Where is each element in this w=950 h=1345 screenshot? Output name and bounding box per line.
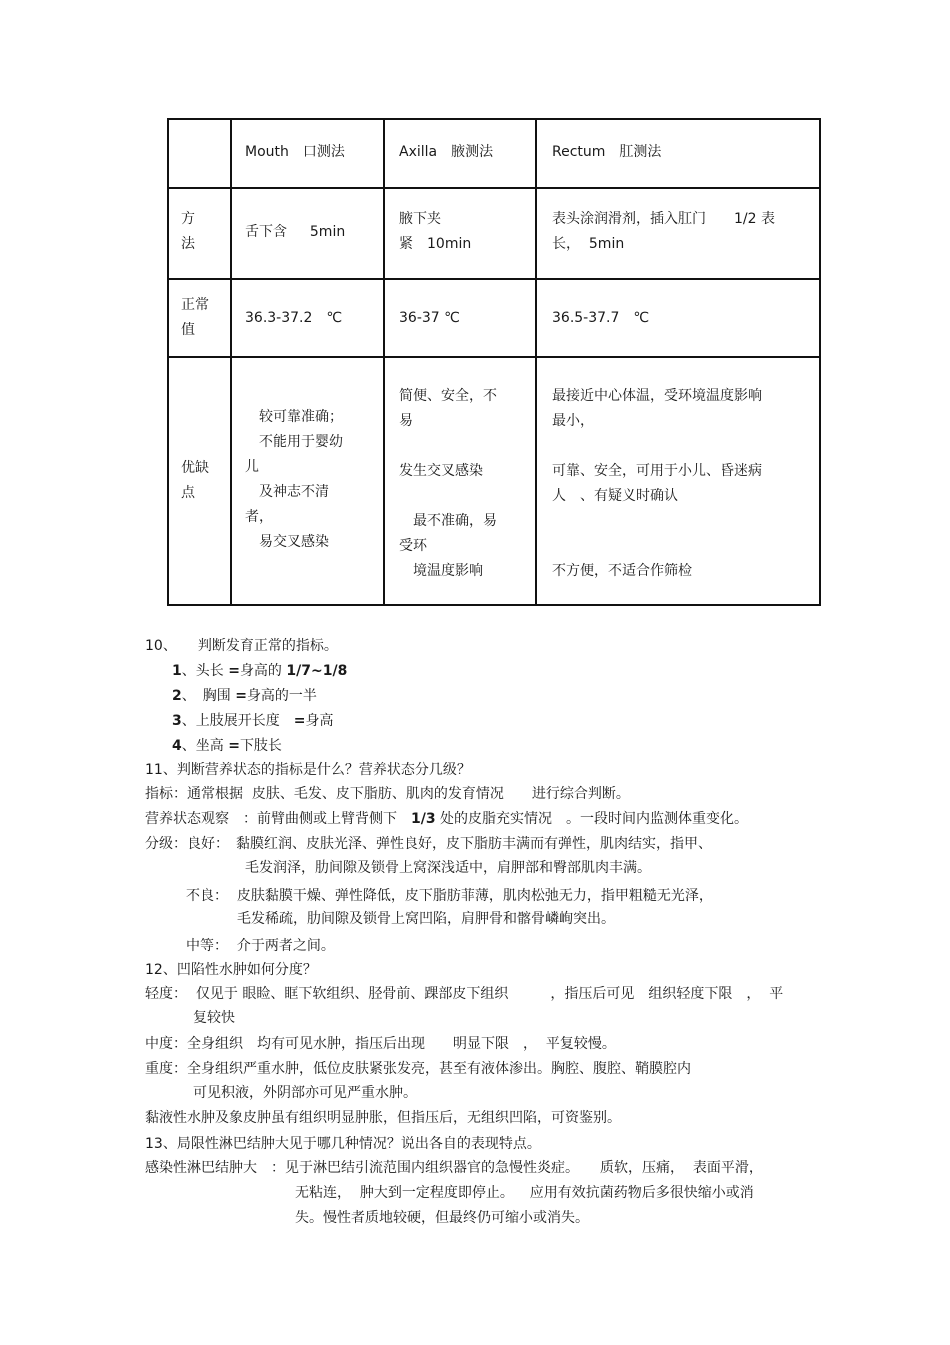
q13-line: 感染性淋巴结肿大 ：见于淋巴结引流范围内组织器官的急慢性炎症。 质软，压痛， 表面平滑，: [145, 1160, 763, 1176]
temperature-methods-table: [167, 118, 821, 606]
q11-observe: 营养状态观察 ：前臂曲侧或上臂背侧下 1/3 处的皮脂充实情况 。一段时间内监测体重变化。: [145, 811, 749, 827]
cell-rectum-pros-cons: 最接近中心体温，受环境温度影响 最小， 可靠、安全，可用于小儿、昏迷病 人 、有疑义时确认 不方便，不适合作筛检: [552, 388, 762, 579]
table-border-top: [167, 118, 821, 120]
table-row-divider: [167, 278, 821, 280]
q12-heavy-cont: 可见积液，外阴部亦可见严重水肿。: [193, 1085, 417, 1101]
cell-axilla-method: 腋下夹 紧 10min: [399, 211, 472, 252]
cell-axilla-normal: 36-37 ℃: [399, 310, 460, 326]
header-mouth: Mouth 口测法: [245, 144, 345, 160]
cell-rectum-normal: 36.5-37.7 ℃: [552, 310, 650, 326]
q11-good-cont: 毛发润泽，肋间隙及锁骨上窝深浅适中，肩胛部和臀部肌肉丰满。: [245, 860, 651, 876]
q11-mid: 中等： 介于两者之间。: [186, 938, 335, 954]
cell-rectum-method: 表头涂润滑剂，插入肛门 1/2 表 长， 5min: [552, 211, 775, 252]
header-rectum: Rectum 肛测法: [552, 144, 662, 160]
q11-title: 11、判断营养状态的指标是什么？营养状态分几级？: [145, 762, 471, 778]
q12-heavy: 重度：全身组织严重水肿，低位皮肤紧张发亮，甚至有液体渗出。胸腔、腹腔、鞘膜腔内: [145, 1061, 691, 1077]
q11-good: 分级：良好： 黏膜红润、皮肤光泽、弹性良好，皮下脂肪丰满而有弹性，肌肉结实，指甲、: [145, 836, 712, 852]
q10-item: 1、头长 =身高的 1/7~1/8: [172, 663, 348, 679]
table-row-divider: [167, 187, 821, 189]
q10-title: 10、 判断发育正常的指标。: [145, 638, 338, 654]
row-label-pros-cons: 优缺 点: [181, 460, 209, 501]
q13-title: 13、局限性淋巴结肿大见于哪几种情况？说出各自的表现特点。: [145, 1136, 541, 1152]
row-label-method: 方 法: [181, 211, 195, 252]
q10-item: 3、上肢展开长度 =身高: [172, 713, 334, 729]
table-border-left: [167, 118, 169, 606]
cell-mouth-method: 舌下含 5min: [245, 224, 346, 240]
table-border-right: [819, 118, 821, 606]
q13-line: 无粘连， 肿大到一定程度即停止。 应用有效抗菌药物后多很快缩小或消: [295, 1185, 754, 1201]
table-divider: [535, 118, 537, 606]
table-divider: [230, 118, 232, 606]
q12-title: 12、凹陷性水肿如何分度？: [145, 962, 317, 978]
table-divider: [383, 118, 385, 606]
q10-item: 4、坐高 =下肢长: [172, 738, 282, 754]
q11-indicator: 指标：通常根据 皮肤、毛发、皮下脂肪、肌肉的发育情况 进行综合判断。: [145, 786, 630, 802]
table-border-bottom: [167, 604, 821, 606]
q11-bad: 不良： 皮肤黏膜干燥、弹性降低，皮下脂肪菲薄，肌肉松弛无力，指甲粗糙无光泽，: [186, 888, 713, 904]
q12-note: 黏液性水肿及象皮肿虽有组织明显肿胀，但指压后，无组织凹陷，可资鉴别。: [145, 1110, 621, 1126]
row-label-normal: 正常 值: [181, 297, 209, 338]
table-row-divider: [167, 356, 821, 358]
q10-item: 2、 胸围 =身高的一半: [172, 688, 317, 704]
q13-line: 失。慢性者质地较硬，但最终仍可缩小或消失。: [295, 1210, 589, 1226]
cell-mouth-pros-cons: 较可靠准确； 不能用于婴幼 儿 及神志不清 者， 易交叉感染: [245, 409, 343, 550]
cell-mouth-normal: 36.3-37.2 ℃: [245, 310, 343, 326]
q12-light-cont: 复较快: [193, 1010, 235, 1026]
q12-medium: 中度：全身组织 均有可见水肿，指压后出现 明显下限 ， 平复较慢。: [145, 1036, 616, 1052]
header-axilla: Axilla 腋测法: [399, 144, 494, 160]
q12-light: 轻度： 仅见于 眼睑、眶下软组织、胫骨前、踝部皮下组织 ，指压后可见 组织轻度下限 ， 平: [145, 986, 784, 1002]
q11-bad-cont: 毛发稀疏，肋间隙及锁骨上窝凹陷，肩胛骨和髂骨嶙峋突出。: [237, 911, 615, 927]
cell-axilla-pros-cons: 简便、安全，不 易 发生交叉感染 最不准确，易 受环 境温度影响: [399, 388, 497, 579]
